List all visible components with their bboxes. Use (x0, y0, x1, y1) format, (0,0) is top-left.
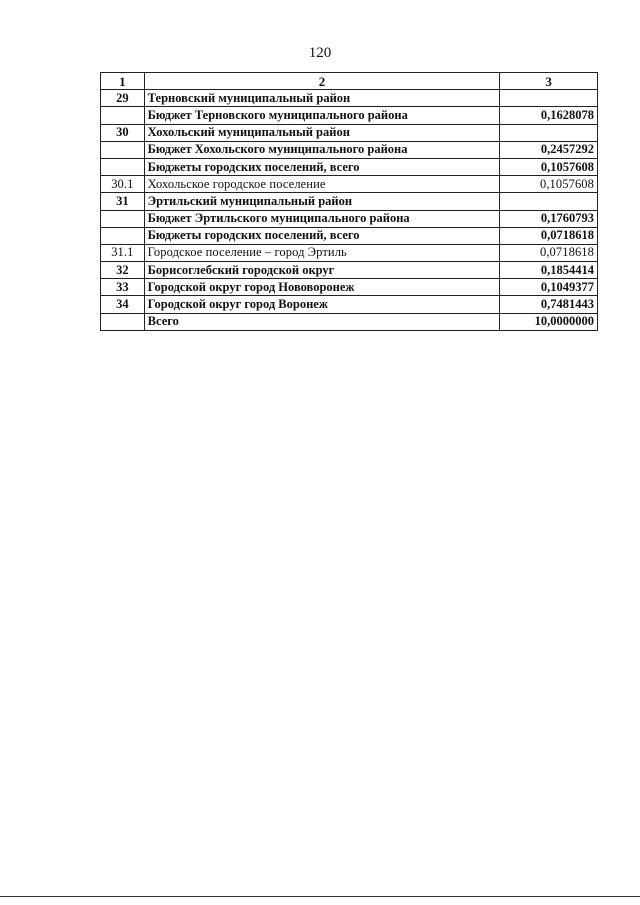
row-name-cell: Бюджет Терновского муниципального района (144, 107, 500, 124)
row-number-cell: 31.1 (101, 244, 145, 261)
row-value-cell: 0,1049377 (500, 279, 598, 296)
page-number: 120 (308, 45, 332, 61)
table-row (101, 124, 598, 141)
table-body (101, 90, 598, 331)
row-name-cell: Городской округ город Нововоронеж (144, 279, 500, 296)
row-name-cell: Борисоглебский городской округ (144, 262, 500, 279)
budget-distribution-table (100, 72, 598, 331)
row-number-cell: 33 (101, 279, 145, 296)
table-row (101, 262, 598, 279)
table-row (101, 279, 598, 296)
row-value-cell: 0,0718618 (500, 227, 598, 244)
row-number-cell: 29 (101, 90, 145, 107)
row-number-cell (101, 313, 145, 330)
row-name-cell: Бюджет Хохольского муниципального района (144, 141, 500, 158)
row-value-cell: 0,1760793 (500, 210, 598, 227)
row-number-cell (101, 158, 145, 175)
row-name-cell: Всего (144, 313, 500, 330)
column-header-number: 1 (101, 73, 145, 90)
row-number-cell (101, 227, 145, 244)
row-name-cell: Хохольское городское поселение (144, 176, 500, 193)
column-header-name: 2 (144, 73, 500, 90)
table-row (101, 193, 598, 210)
row-name-cell: Городское поселение – город Эртиль (144, 244, 500, 261)
table-row (101, 227, 598, 244)
row-value-cell (500, 90, 598, 107)
row-value-cell: 0,1854414 (500, 262, 598, 279)
row-value-cell: 10,0000000 (500, 313, 598, 330)
row-number-cell: 31 (101, 193, 145, 210)
table-row (101, 141, 598, 158)
column-header-value: 3 (500, 73, 598, 90)
row-name-cell: Терновский муниципальный район (144, 90, 500, 107)
page-bottom-rule (0, 896, 640, 897)
table-row (101, 313, 598, 330)
row-number-cell: 30.1 (101, 176, 145, 193)
row-value-cell (500, 124, 598, 141)
row-value-cell: 0,1057608 (500, 176, 598, 193)
row-name-cell: Хохольский муниципальный район (144, 124, 500, 141)
row-value-cell: 0,2457292 (500, 141, 598, 158)
table-row (101, 107, 598, 124)
table-row (101, 90, 598, 107)
row-number-cell (101, 210, 145, 227)
row-value-cell: 0,1057608 (500, 158, 598, 175)
row-value-cell: 0,1628078 (500, 107, 598, 124)
row-value-cell (500, 193, 598, 210)
row-name-cell: Бюджеты городских поселений, всего (144, 158, 500, 175)
row-name-cell: Бюджет Эртильского муниципального района (144, 210, 500, 227)
table-row (101, 158, 598, 175)
row-number-cell: 30 (101, 124, 145, 141)
row-value-cell: 0,0718618 (500, 244, 598, 261)
row-name-cell: Городской округ город Воронеж (144, 296, 500, 313)
row-name-cell: Бюджеты городских поселений, всего (144, 227, 500, 244)
row-number-cell: 32 (101, 262, 145, 279)
row-number-cell: 34 (101, 296, 145, 313)
table-header-row (101, 73, 598, 90)
table-row (101, 296, 598, 313)
table-row (101, 210, 598, 227)
row-number-cell (101, 141, 145, 158)
row-name-cell: Эртильский муниципальный район (144, 193, 500, 210)
row-value-cell: 0,7481443 (500, 296, 598, 313)
row-number-cell (101, 107, 145, 124)
table-row (101, 244, 598, 261)
table-row (101, 176, 598, 193)
